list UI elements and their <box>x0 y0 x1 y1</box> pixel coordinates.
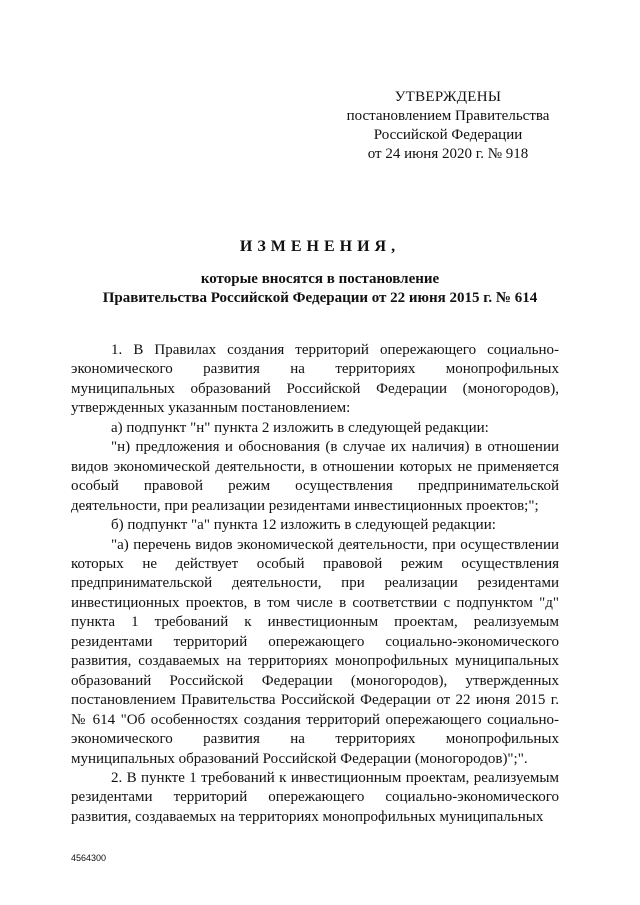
footer-document-code: 4564300 <box>71 853 107 863</box>
approval-title: УТВЕРЖДЕНЫ <box>394 89 502 105</box>
paragraph-6: 2. В пункте 1 требований к инвестиционным проектам, реализуемым резидентами территорий опережающего социально-экономического развития, создаваемых на территориях монопрофильных муниципальных <box>71 769 559 825</box>
document-subtitle-line-1: которые вносятся в постановление <box>200 271 440 287</box>
paragraph-4: б) подпункт "а" пункта 12 изложить в следующей редакции: <box>111 517 496 534</box>
document-heading <box>70 238 570 308</box>
paragraph-5: "а) перечень видов экономической деятельности, при осуществлении которых не действует особый правовой режим осуществления предпринимательской деятельности, при реализации резидентами инвестиционных проектов, в том числе в соответствии с подпунктом "д" пункта 1 требований к инвестиционным проектам, реализуемым резидентами территорий опережающего социально-экономического развития, создаваемых на территориях монопрофильных муниципальных образований Российской Федерации (моногородов), утвержденных постановлением Правительства Российской Федерации от 22 июня 2015 г. № 614 "Об особенностях создания территорий опережающего социально-экономического развития на территориях монопрофильных муниципальных образований Российской Федерации (моногородов)";". <box>71 536 559 767</box>
approval-line-1: постановлением Правительства <box>346 108 550 124</box>
paragraph-3: "н) предложения и обоснования (в случае их наличия) в отношении видов экономической деятельности, в отношении которых не применяется особый правовой режим осуществления предпринимательской деятельности, при реализации резидентами инвестиционных проектов;"; <box>71 439 559 514</box>
document-subtitle-line-2: Правительства Российской Федерации от 22 июня 2015 г. № 614 <box>102 290 538 306</box>
approval-line-3: от 24 июня 2020 г. № 918 <box>367 146 529 162</box>
paragraph-2: а) подпункт "н" пункта 2 изложить в следующей редакции: <box>111 419 489 436</box>
approval-block <box>330 88 566 164</box>
paragraph-1: 1. В Правилах создания территорий опережающего социально-экономического развития на территориях монопрофильных муниципальных образований Российской Федерации (моногородов), утвержденных указанным постановлением: <box>71 342 559 417</box>
document-title: ИЗМЕНЕНИЯ, <box>239 238 401 255</box>
approval-line-2: Российской Федерации <box>373 127 523 143</box>
document-body <box>71 341 559 827</box>
